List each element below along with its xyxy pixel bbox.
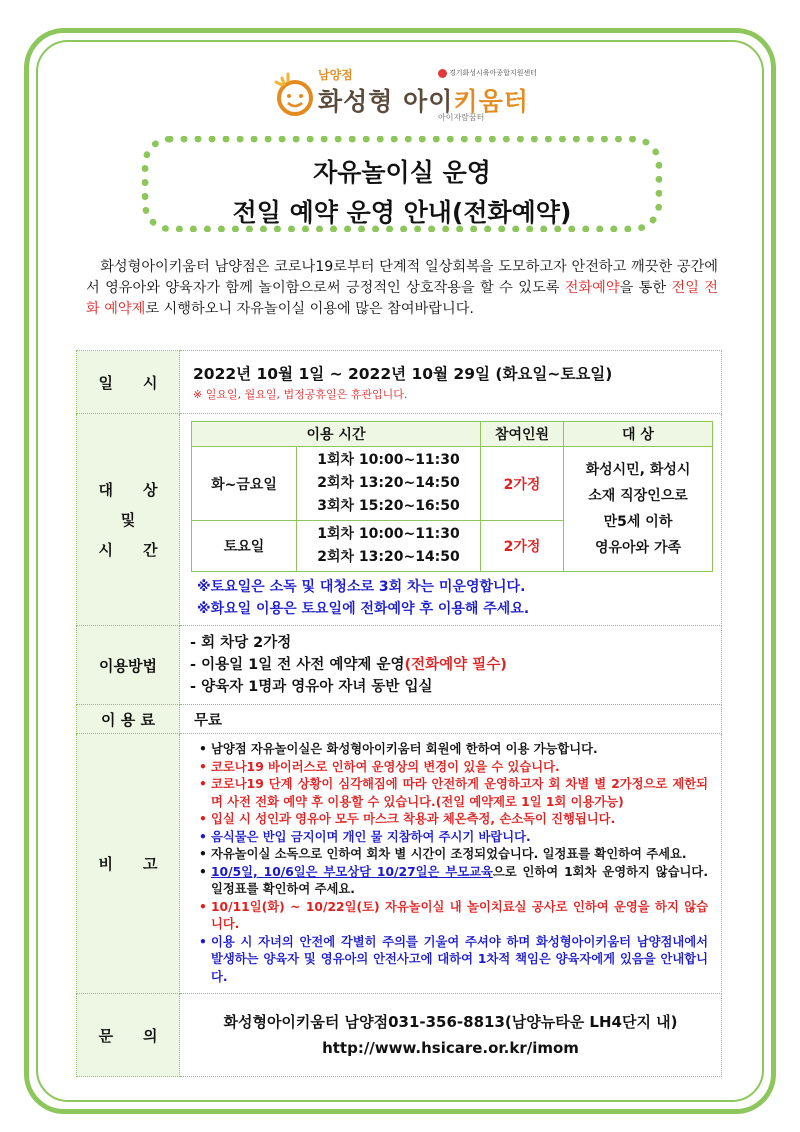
row-fee	[77, 705, 722, 734]
schedule-closed-note: ※ 일요일, 월요일, 법정공휴일은 휴관입니다.	[193, 388, 408, 401]
remark-7-dates: 10/5일, 10/6일은 부모상담 10/27일은 부모교육	[211, 864, 493, 879]
label-and: 및	[120, 510, 136, 529]
remark-5: • 음식물은 반입 금지이며 개인 물 지참하여 주시기 바랍니다.	[199, 829, 708, 847]
logo-title	[318, 82, 529, 118]
intro-highlight-reservation: 전일 전화 예약제	[86, 280, 718, 317]
intro-highlight-phone: 전화예약	[564, 280, 620, 296]
remark-4: • 입실 시 성인과 영유아 모두 마스크 착용과 체온측정, 손소독이 진행됩니다.	[199, 811, 708, 829]
remark-3: • 코로나19 단계 상황이 심각해짐에 따라 안전하게 운영하고자 회 차별 별 2가정으로 제한되며 사전 전화 예약 후 이용할 수 있습니다.(전일 예약제로 1일 1회 이용가능)	[199, 776, 708, 811]
header-time: 이용 시간	[192, 422, 481, 447]
date-content	[180, 351, 722, 414]
label-method: 이용방법	[77, 626, 180, 705]
remark-1: • 남양점 자유놀이실은 화성형아이키움터 회원에 한하여 이용 가능합니다.	[199, 741, 708, 759]
target-description	[564, 447, 713, 572]
logo-title-part2: 아이	[403, 87, 454, 116]
remark-7	[199, 864, 708, 899]
weekday-people: 2가정	[481, 447, 564, 521]
label-remarks: 비 고	[77, 734, 180, 994]
weekday-label: 화~금요일	[192, 447, 297, 521]
session-notes	[181, 574, 720, 624]
intro-text-3: 로 시행하오니 자유놀이실 이용에 많은 참여바랍니다.	[145, 301, 474, 317]
intro-text-1: 화성형아이키움터 남양점은 코로나19로부터 단계적 일상회복을 도모하고자 안전하고 깨끗한 공간에서 영유아와 양육자가 함께 놀이함으로써 긍정적인 상호작용을 할 수 있도록	[86, 259, 719, 296]
remark-9: • 이용 시 자녀의 안전에 각별히 주의를 기울여 주셔야 하며 화성형아이키움터 남양점내에서 발생하는 양육자 및 영유아의 안전사고에 대하여 1차적 책임은 양육자에게 있음을 안내합니다.	[199, 934, 708, 987]
target-line-3: 만5세 이하	[603, 514, 673, 530]
sun-face-icon	[272, 72, 318, 118]
remark-6: • 자유놀이실 소독으로 인하여 회차 별 시간이 조정되었습니다. 일정표를 확인하여 주세요.	[199, 846, 708, 864]
header-people: 참여인원	[481, 422, 564, 447]
saturday-time-2: 2회차 13:20~14:50	[317, 549, 460, 565]
target-time-content	[180, 414, 722, 626]
label-fee: 이 용 료	[77, 705, 180, 734]
session-note-2: ※화요일 이용은 토요일에 전화예약 후 이용해 주세요.	[197, 601, 530, 617]
session-row-weekday	[192, 447, 713, 521]
method-line-1: - 회 차당 2가정	[190, 635, 292, 651]
method-line-2-required: (전화예약 필수)	[404, 657, 507, 673]
weekday-time-2: 2회차 13:20~14:50	[317, 475, 460, 491]
header-target: 대 상	[564, 422, 713, 447]
method-line-2-text: - 이용일 1일 전 사전 예약제 운영	[190, 657, 405, 673]
row-remarks	[77, 734, 722, 994]
logo-title-part1: 화성형	[318, 87, 404, 116]
method-line-3: - 양육자 1명과 영유아 자녀 동반 입실	[190, 679, 433, 695]
title-box	[142, 136, 662, 232]
method-content	[180, 626, 722, 705]
sponsor-name: 경기화성시육아종합지원센터	[449, 69, 537, 77]
remark-2: • 코로나19 바이러스로 인하여 운영상의 변경이 있을 수 있습니다.	[199, 759, 708, 777]
method-line-2	[190, 654, 721, 676]
label-target-time	[77, 414, 180, 626]
fee-value: 무료	[180, 705, 722, 734]
row-method	[77, 626, 722, 705]
intro-text-2: 을 통한	[619, 280, 672, 296]
weekday-time-1: 1회차 10:00~11:30	[317, 452, 460, 468]
target-line-2: 소재 직장인으로	[588, 488, 688, 504]
info-table	[76, 350, 722, 1077]
saturday-label: 토요일	[192, 521, 297, 572]
row-contact	[77, 994, 722, 1077]
target-line-1: 화성시민, 화성시	[585, 462, 691, 478]
label-date: 일 시	[77, 351, 180, 414]
saturday-people: 2가정	[481, 521, 564, 572]
sponsor-logo-icon	[438, 69, 447, 78]
remarks-content	[180, 734, 722, 994]
remark-7-text: 으로 인하여 1회차 운영하지 않습니다. 일정표를 확인하여 주세요.	[211, 864, 708, 896]
label-target: 대 상	[98, 480, 158, 499]
saturday-time-1: 1회차 10:00~11:30	[317, 526, 460, 542]
label-time: 시 간	[98, 540, 158, 559]
schedule-period: 2022년 10월 1일 ~ 2022년 10월 29일 (화요일~토요일)	[193, 365, 613, 383]
remarks-list	[181, 735, 720, 992]
weekday-time-3: 3회차 15:20~16:50	[317, 498, 460, 514]
sponsor-logo	[438, 68, 537, 78]
session-header-row	[192, 422, 713, 447]
session-table	[191, 421, 713, 572]
contact-address-phone: 화성형아이키움터 남양점031-356-8813(남양뉴타운 LH4단지 내)	[223, 1013, 678, 1031]
title-line2: 전일 예약 운영 안내(전화예약)	[232, 198, 572, 227]
row-target-time	[77, 414, 722, 626]
contact-website-link[interactable]: http://www.hsicare.or.kr/imom	[322, 1039, 579, 1057]
intro-paragraph	[86, 257, 718, 320]
target-line-4: 영유아와 가족	[594, 540, 682, 556]
contact-content	[180, 994, 722, 1077]
logo-branch: 남양점	[318, 68, 353, 82]
label-contact: 문 의	[77, 994, 180, 1077]
session-note-1: ※토요일은 소독 및 대청소로 3회 차는 미운영합니다.	[197, 579, 526, 595]
title-line1: 자유놀이실 운영	[313, 158, 491, 187]
logo-tagline: 아이자람꿈터	[438, 113, 485, 122]
logo-title-part3: 키움터	[453, 87, 529, 116]
row-date	[77, 351, 722, 414]
weekday-times	[297, 447, 481, 521]
saturday-times	[297, 521, 481, 572]
remark-8: • 10/11일(화) ~ 10/22일(토) 자유놀이실 내 놀이치료실 공사로 인하여 운영을 하지 않습니다.	[199, 899, 708, 934]
